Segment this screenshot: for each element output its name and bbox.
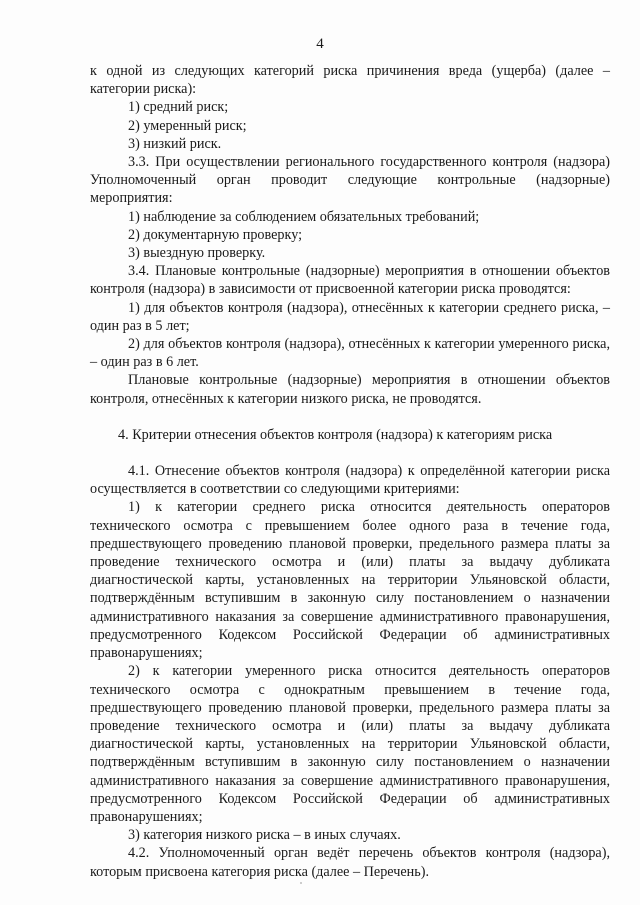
paragraph-4-2: 4.2. Уполномоченный орган ведёт перечень объектов контроля (надзора), которым присвоена категория риска (далее – Перечень). <box>90 845 610 880</box>
paragraph-low-risk-note: Плановые контрольные (надзорные) мероприятия в отношении объектов контроля, отнесённых к категории низкого риска, не проводятся. <box>90 372 610 407</box>
list-item-moderate-risk: 2) умеренный риск; <box>128 117 247 134</box>
paragraph-3-3: 3.3. При осуществлении регионального государственного контроля (надзора) Уполномоченный орган проводит следующие контрольные (надзорные) мероприятия: <box>90 154 610 207</box>
paragraph-4-1-item-3: 3) категория низкого риска – в иных случаях. <box>128 827 401 844</box>
section-heading-4: 4. Критерии отнесения объектов контроля (надзора) к категориям риска <box>118 426 553 443</box>
list-item-field-check: 3) выездную проверку. <box>128 245 266 262</box>
paragraph-3-4-item-1: 1) для объектов контроля (надзора), отнесённых к категории среднего риска, – один раз в 5 лет; <box>90 299 610 334</box>
paragraph-3-4: 3.4. Плановые контрольные (надзорные) мероприятия в отношении объектов контроля (надзора) в зависимости от присвоенной категории риска проводятся: <box>90 263 610 298</box>
paragraph-risk-categories-intro: к одной из следующих категорий риска причинения вреда (ущерба) (далее – категории риска): <box>90 63 610 98</box>
paragraph-4-1-item-1: 1) к категории среднего риска относится деятельность операторов технического осмотра с превышением более одного раза в течение года, предшествующего проведению плановой проверки, предельного размера платы за проведение технического осмотра и (или) платы за выдачу дубликата диагностической карты, установленных на территории Ульяновской области, подтверждённым вступившим в законную силу постановлением о назначении административного наказания за совершение административного правонарушения, предусмотренного Кодексом Российской Федерации об административных правонарушениях; <box>90 499 610 662</box>
scan-speck <box>300 882 302 884</box>
list-item-low-risk: 3) низкий риск. <box>128 135 222 152</box>
document-body <box>90 62 610 881</box>
list-item-medium-risk: 1) средний риск; <box>128 99 229 116</box>
page-number: 4 <box>316 36 324 52</box>
paragraph-4-1-item-2: 2) к категории умеренного риска относится деятельность операторов технического осмотра с однократным превышением в течение года, предшествующего проведению плановой проверки, предельного размера платы за проведение технического осмотра и (или) платы за выдачу дубликата диагностической карты, установленных на территории Ульяновской области, подтверждённым вступившим в законную силу постановлением о назначении административного наказания за совершение административного правонарушения, предусмотренного Кодексом Российской Федерации об административных правонарушениях; <box>90 663 610 825</box>
list-item-observation: 1) наблюдение за соблюдением обязательных требований; <box>128 208 480 225</box>
paragraph-4-1: 4.1. Отнесение объектов контроля (надзора) к определённой категории риска осуществляется в соответствии со следующими критериями: <box>90 463 610 498</box>
list-item-documentary-check: 2) документарную проверку; <box>128 226 303 243</box>
paragraph-3-4-item-2: 2) для объектов контроля (надзора), отнесённых к категории умеренного риска, – один раз в 6 лет. <box>90 336 610 371</box>
